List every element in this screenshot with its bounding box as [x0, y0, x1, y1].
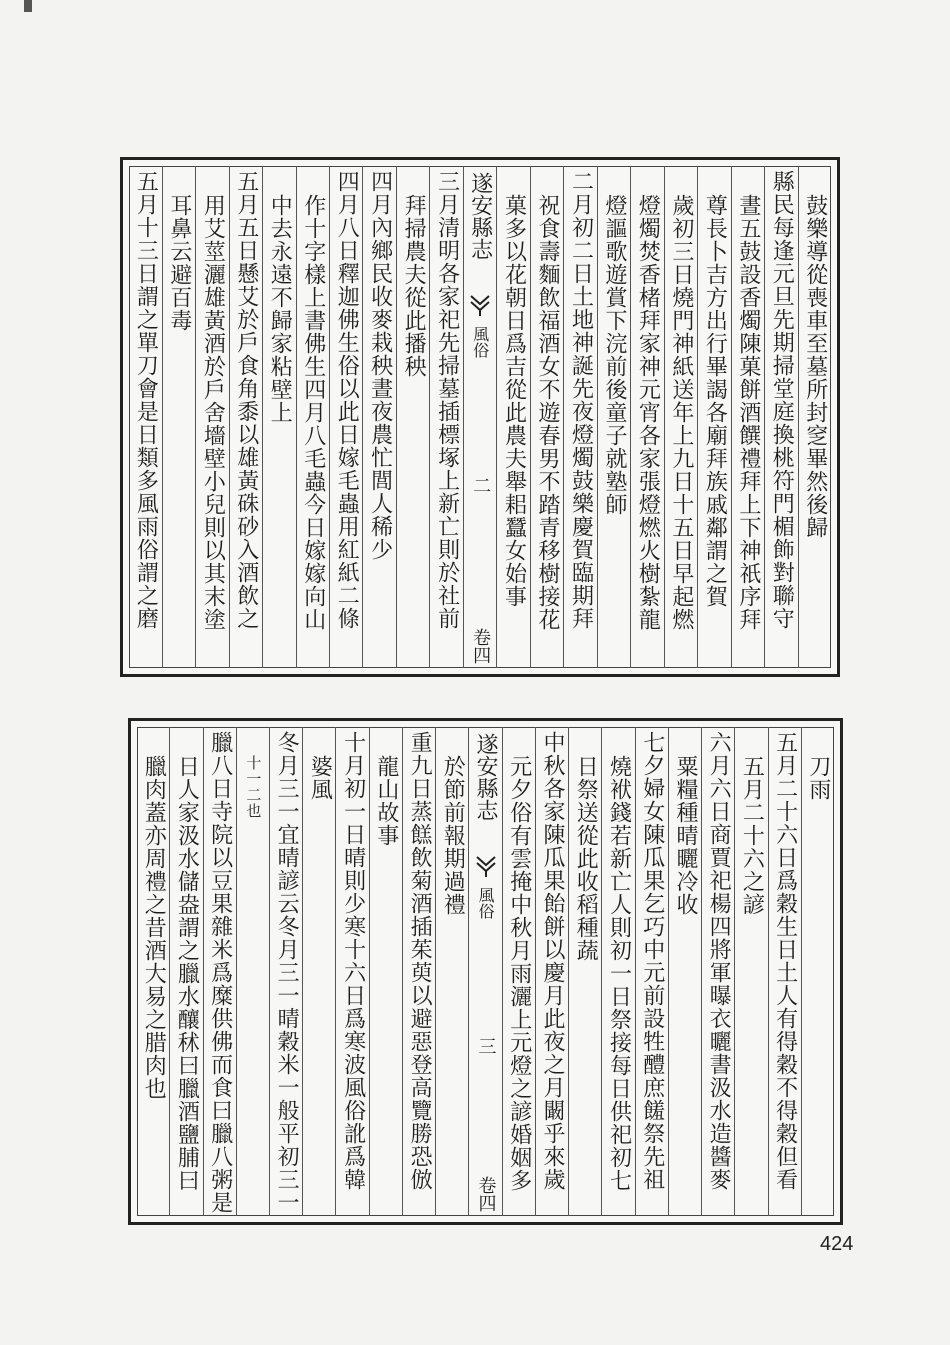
column-text: 中去永遠不歸家粘壁上 [267, 194, 293, 424]
column-text: 於節前報期過禮 [440, 755, 466, 916]
folio-number: 二 [470, 476, 492, 494]
text-column [668, 727, 701, 1216]
text-column [502, 727, 535, 1216]
text-column [203, 727, 236, 1216]
text-column [435, 727, 468, 1216]
text-column [137, 727, 169, 1216]
folio-number: 三 [475, 1037, 497, 1055]
page-number: 424 [820, 1233, 854, 1255]
text-column [396, 166, 429, 668]
column-text: 十月初一日晴則少寒十六日爲寒波風俗訛爲韓 [340, 731, 366, 1191]
center-fold-column [463, 166, 496, 668]
text-column [262, 166, 295, 668]
column-text: 五月十三日謂之單刀會是日類多風雨俗謂之磨 [133, 170, 159, 630]
fish-tail-mark-icon [475, 855, 497, 879]
column-text: 尊長卜吉方出行畢謁各廟拜族戚鄰謂之賀 [702, 194, 728, 608]
text-column [764, 166, 797, 668]
text-column [162, 166, 195, 668]
column-text: 歲初三日燒門神紙送年上九日十五日早起燃 [668, 194, 694, 631]
column-text: 中秋各家陳瓜果飴餅以慶月此夜之月闞乎來歲 [540, 731, 565, 1191]
text-column [402, 727, 435, 1216]
volume-label: 卷四 [470, 628, 492, 664]
lower-page-panel [128, 718, 843, 1225]
column-text: 元夕俗有雲掩中秋月雨灑上元燈之諺婚姻多 [506, 755, 532, 1192]
column-text: 拜掃農夫從此播秧 [401, 194, 427, 378]
column-text: 燒袱錢若新亡人則初一日祭接每日供祀初七 [606, 755, 632, 1192]
text-column [798, 166, 831, 668]
section-label: 風俗 [470, 326, 490, 358]
lower-columns [137, 727, 834, 1216]
column-text: 刀雨 [805, 755, 831, 801]
text-column [169, 727, 202, 1216]
text-column [302, 727, 335, 1216]
text-column [801, 727, 834, 1216]
text-column [335, 727, 368, 1216]
column-text: 燈燭焚香楮拜家神元宵各家張燈燃火樹紮龍 [635, 194, 661, 631]
text-column [568, 727, 601, 1216]
column-text: 三月清明各家祀先掃墓插標塚上新亡則於社前 [434, 170, 460, 630]
edge-mark [24, 0, 32, 12]
text-column [630, 166, 663, 668]
column-text: 用艾莖灑雄黃酒於戶舍墻壁小兒則以其末塗 [200, 194, 226, 631]
column-text: 婆風 [307, 755, 333, 801]
column-text: 五月二十六日爲穀生日土人有得穀不得穀但看 [772, 731, 798, 1191]
section-label: 風俗 [476, 887, 496, 919]
column-text: 六月六日商賈祀楊四將軍曝衣曬書汲水造醬麥 [706, 731, 732, 1191]
text-column [329, 166, 362, 668]
column-text: 菓多以花朝日爲吉從此農夫舉耜蠶女始事 [501, 194, 527, 608]
column-text: 五月五日懸艾於戶食角黍以雄黃硃砂入酒飲之 [233, 170, 259, 630]
column-text: 日祭送從此收稻種蔬 [573, 755, 599, 962]
text-column [701, 727, 734, 1216]
column-text: 鼓樂導從喪車至墓所封窆畢然後歸 [802, 194, 828, 539]
text-column [597, 166, 630, 668]
column-text: 十一二也 [244, 755, 263, 819]
column-text: 作十字樣上書佛生四月八毛蟲今日嫁嫁向山 [300, 194, 326, 631]
upper-page-panel [120, 157, 840, 677]
text-column [129, 166, 161, 668]
column-text: 冬月三一宜晴諺云冬月三一晴穀米一般平初三一 [274, 731, 300, 1214]
column-text: 重九日蒸餻飲菊酒插茱萸以避惡登高覽勝恐倣 [407, 731, 433, 1191]
column-text: 二月初二日土地神誕先夜燈燭鼓樂慶賀臨期拜 [568, 170, 594, 630]
text-column [496, 166, 529, 668]
text-column [296, 166, 329, 668]
text-column [229, 166, 262, 668]
column-text: 耳鼻云避百毒 [166, 194, 192, 332]
column-text: 臘八日寺院以豆果雜米爲糜供佛而食曰臘八粥是 [207, 731, 233, 1214]
column-text: 五月二十六之諺 [739, 755, 765, 916]
text-column [664, 166, 697, 668]
column-text: 祝食壽麵飲福酒女不遊春男不踏青移樹接花 [535, 194, 561, 631]
text-column [236, 727, 269, 1216]
text-column [768, 727, 801, 1216]
text-column [195, 166, 228, 668]
text-column [429, 166, 462, 668]
text-column [601, 727, 634, 1216]
running-title: 遂安縣志 [473, 733, 499, 821]
text-column [530, 166, 563, 668]
text-column [731, 166, 764, 668]
text-column [362, 166, 395, 668]
text-column [734, 727, 767, 1216]
column-text: 晝五鼓設香燭陳菓餅酒饌禮拜上下神祇序拜 [735, 194, 761, 631]
text-column [535, 727, 568, 1216]
volume-label: 卷四 [475, 1176, 497, 1212]
text-column [269, 727, 302, 1216]
column-text: 縣民每逢元旦先期掃堂庭換桃符門楣飾對聯守 [769, 170, 795, 630]
running-title: 遂安縣志 [467, 172, 493, 260]
center-fold-column [468, 727, 501, 1216]
upper-columns [129, 166, 831, 668]
column-text: 龍山故事 [373, 755, 399, 847]
text-column [563, 166, 596, 668]
text-column [635, 727, 668, 1216]
column-text: 燈謳歌遊賞下浣前後童子就塾師 [601, 194, 627, 516]
text-column [697, 166, 730, 668]
column-text: 四月八日釋迦佛生俗以此日嫁毛蟲用紅紙二條 [334, 170, 360, 630]
text-column [369, 727, 402, 1216]
column-text: 日人家汲水儲盎謂之臘水釀秫曰臘酒鹽脯曰 [174, 755, 200, 1192]
column-text: 七夕婦女陳瓜果乞巧中元前設牲醴庶饈祭先祖 [639, 731, 665, 1191]
column-text: 臘肉蓋亦周禮之昔酒大易之腊肉也 [141, 755, 167, 1100]
fish-tail-mark-icon [469, 294, 491, 318]
column-text: 粟糧種晴曬冷收 [672, 755, 698, 916]
column-text: 四月內鄉民收麥栽秧晝夜農忙閭人稀少 [367, 170, 393, 561]
